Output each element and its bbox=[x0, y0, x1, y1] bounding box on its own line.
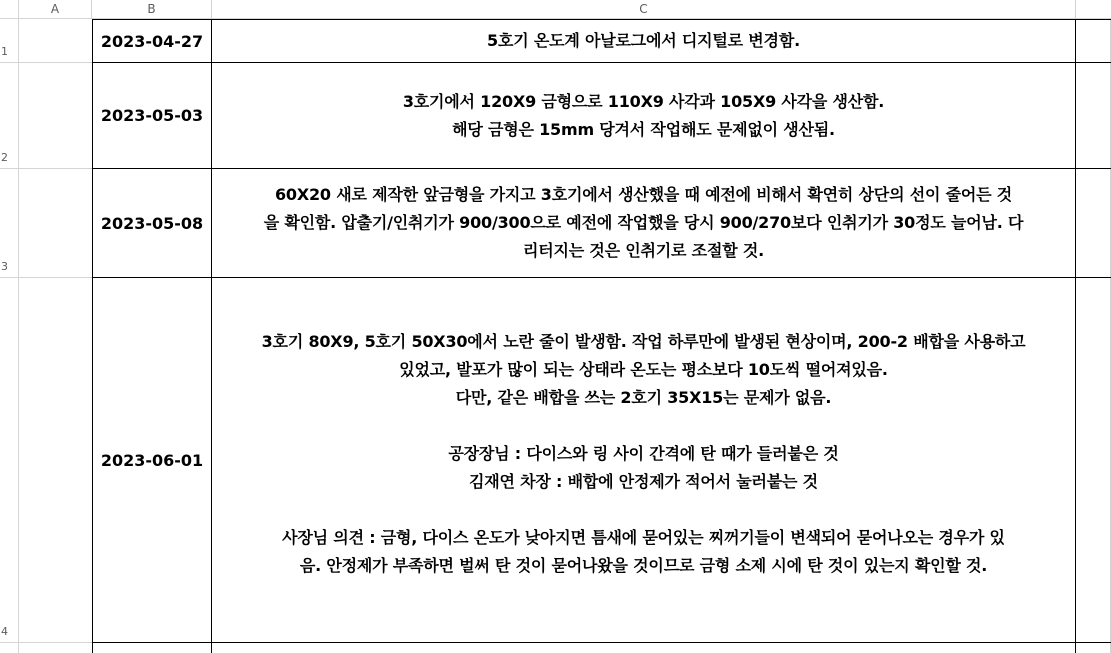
cell-c4-blank-line bbox=[262, 412, 1026, 440]
corner-select-all[interactable] bbox=[0, 0, 19, 19]
row-header-5[interactable] bbox=[0, 643, 19, 653]
cell-c4-line: 다만, 같은 배합을 쓰는 2호기 35X15는 문제가 없음. bbox=[455, 388, 832, 407]
cell-b4-date[interactable]: 2023-06-01 bbox=[100, 450, 204, 470]
column-header-d[interactable] bbox=[1076, 0, 1111, 19]
cell-c4-line: 있었고, 발포가 많이 되는 상태라 온도는 평소보다 10도씩 떨어져있음. bbox=[399, 360, 888, 379]
cell-c2-line: 3호기에서 120X9 금형으로 110X9 사각과 105X9 사각을 생산함. bbox=[402, 91, 885, 111]
cell-b1-date[interactable]: 2023-04-27 bbox=[100, 31, 204, 51]
cell-c4-line: 공장장님 : 다이스와 링 사이 간격에 탄 때가 들러붙은 것 bbox=[448, 444, 839, 463]
cell-c3-line: 리터지는 것은 인취기로 조절할 것. bbox=[523, 241, 764, 260]
cell-c4-line: 음. 안정제가 부족하면 벌써 탄 것이 묻어나왔을 것이므로 금형 소제 시에 탄 것이 있는지 확인할 것. bbox=[299, 556, 988, 575]
row-header-2[interactable]: 2 bbox=[0, 63, 19, 169]
cell-c4-blank-line bbox=[262, 496, 1026, 524]
cell-c2-note[interactable] bbox=[212, 63, 1075, 168]
row-header-3[interactable]: 3 bbox=[0, 169, 19, 278]
cell-c3-note[interactable] bbox=[212, 169, 1075, 277]
cell-c3-line: 을 확인함. 압출기/인취기가 900/300으로 예전에 작업했을 당시 900/270보다 인취기가 30정도 늘어남. 다 bbox=[263, 213, 1024, 232]
cell-c1-line: 5호기 온도계 아날로그에서 디지털로 변경함. bbox=[487, 31, 800, 50]
row-header-1[interactable]: 1 bbox=[0, 19, 19, 63]
cell-c1-note[interactable] bbox=[212, 20, 1075, 62]
cell-c2-line: 해당 금형은 15mm 당겨서 작업해도 문제없이 생산됨. bbox=[452, 119, 835, 139]
cell-c4-line: 3호기 80X9, 5호기 50X30에서 노란 줄이 발생함. 작업 하루만에 발생된 현상이며, 200-2 배합을 사용하고 bbox=[261, 332, 1026, 351]
column-header-a[interactable]: A bbox=[19, 0, 92, 19]
column-header-c[interactable]: C bbox=[212, 0, 1076, 19]
cell-c4-note[interactable] bbox=[212, 278, 1075, 642]
cell-b3-date[interactable]: 2023-05-08 bbox=[100, 213, 204, 233]
cell-b2-date[interactable]: 2023-05-03 bbox=[100, 106, 204, 125]
column-header-b[interactable]: B bbox=[92, 0, 212, 19]
row-header-4[interactable]: 4 bbox=[0, 278, 19, 643]
cell-c4-line: 사장님 의견 : 금형, 다이스 온도가 낮아지면 틈새에 묻어있는 찌꺼기들이 변색되어 묻어나오는 경우가 있 bbox=[282, 528, 1005, 547]
cell-c4-line: 김재연 차장 : 배합에 안정제가 적어서 눌러붙는 것 bbox=[469, 472, 818, 491]
cell-c3-line: 60X20 새로 제작한 앞금형을 가지고 3호기에서 생산했을 때 예전에 비해서 확연히 상단의 선이 줄어든 것 bbox=[275, 185, 1012, 204]
